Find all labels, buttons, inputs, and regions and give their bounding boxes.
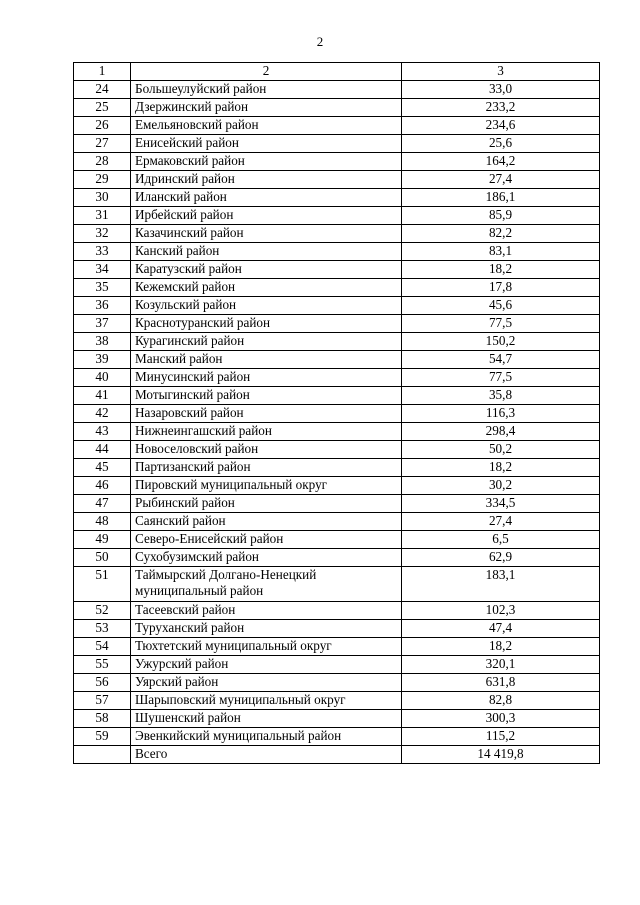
district-name: Курагинский район [131, 333, 402, 351]
row-number: 52 [74, 602, 131, 620]
row-number: 53 [74, 620, 131, 638]
amount-value: 50,2 [402, 441, 600, 459]
amount-value: 62,9 [402, 549, 600, 567]
amount-value: 6,5 [402, 531, 600, 549]
amount-value: 82,8 [402, 692, 600, 710]
amount-value: 30,2 [402, 477, 600, 495]
district-name: Всего [131, 746, 402, 764]
table-row [74, 513, 600, 531]
district-name: Саянский район [131, 513, 402, 531]
table-row [74, 423, 600, 441]
district-name: Рыбинский район [131, 495, 402, 513]
district-name: Эвенкийский муниципальный район [131, 728, 402, 746]
row-number: 32 [74, 225, 131, 243]
data-table [73, 62, 600, 764]
table-row [74, 692, 600, 710]
district-name: Уярский район [131, 674, 402, 692]
amount-value: 183,1 [402, 567, 600, 602]
row-number: 27 [74, 135, 131, 153]
table-row [74, 656, 600, 674]
row-number: 55 [74, 656, 131, 674]
table-row [74, 387, 600, 405]
district-name: Туруханский район [131, 620, 402, 638]
amount-value: 83,1 [402, 243, 600, 261]
table-row [74, 549, 600, 567]
row-number: 44 [74, 441, 131, 459]
table-row [74, 225, 600, 243]
table-row [74, 153, 600, 171]
district-name: Большеулуйский район [131, 81, 402, 99]
amount-value: 18,2 [402, 638, 600, 656]
table-row [74, 531, 600, 549]
table-row [74, 189, 600, 207]
district-name: Шушенский район [131, 710, 402, 728]
district-name: Шарыповский муниципальный округ [131, 692, 402, 710]
amount-value: 77,5 [402, 369, 600, 387]
district-name: Пировский муниципальный округ [131, 477, 402, 495]
table-row [74, 171, 600, 189]
district-name: Тюхтетский муниципальный округ [131, 638, 402, 656]
table-row [74, 477, 600, 495]
district-name: Северо-Енисейский район [131, 531, 402, 549]
table-row [74, 243, 600, 261]
district-name: Таймырский Долгано-Ненецкий муниципальный район [131, 567, 402, 602]
district-name: Канский район [131, 243, 402, 261]
amount-value: 233,2 [402, 99, 600, 117]
amount-value: 102,3 [402, 602, 600, 620]
table-row [74, 297, 600, 315]
table-row [74, 333, 600, 351]
amount-value: 186,1 [402, 189, 600, 207]
district-name: Енисейский район [131, 135, 402, 153]
row-number: 40 [74, 369, 131, 387]
amount-value: 234,6 [402, 117, 600, 135]
district-name: Каратузский район [131, 261, 402, 279]
table-row [74, 405, 600, 423]
district-name: Краснотуранский район [131, 315, 402, 333]
table-row [74, 459, 600, 477]
district-name: Новоселовский район [131, 441, 402, 459]
table-row [74, 315, 600, 333]
amount-value: 320,1 [402, 656, 600, 674]
row-number: 43 [74, 423, 131, 441]
column-header-3: 3 [402, 63, 600, 81]
table-row [74, 135, 600, 153]
amount-value: 85,9 [402, 207, 600, 225]
row-number: 45 [74, 459, 131, 477]
row-number: 35 [74, 279, 131, 297]
table-row [74, 117, 600, 135]
row-number: 34 [74, 261, 131, 279]
page-number: 2 [316, 34, 324, 49]
table-row [74, 81, 600, 99]
row-number: 47 [74, 495, 131, 513]
table-row [74, 674, 600, 692]
district-name: Ужурский район [131, 656, 402, 674]
district-name: Назаровский район [131, 405, 402, 423]
table-row [74, 495, 600, 513]
row-number: 28 [74, 153, 131, 171]
district-name: Иланский район [131, 189, 402, 207]
amount-value: 18,2 [402, 459, 600, 477]
amount-value: 115,2 [402, 728, 600, 746]
amount-value: 298,4 [402, 423, 600, 441]
amount-value: 17,8 [402, 279, 600, 297]
district-name: Минусинский район [131, 369, 402, 387]
table-row [74, 728, 600, 746]
row-number: 57 [74, 692, 131, 710]
table-row [74, 638, 600, 656]
table-row [74, 746, 600, 764]
row-number: 37 [74, 315, 131, 333]
table-row [74, 207, 600, 225]
row-number [74, 746, 131, 764]
row-number: 39 [74, 351, 131, 369]
district-name: Ирбейский район [131, 207, 402, 225]
row-number: 25 [74, 99, 131, 117]
table-row [74, 261, 600, 279]
district-name: Мотыгинский район [131, 387, 402, 405]
district-name: Козульский район [131, 297, 402, 315]
amount-value: 45,6 [402, 297, 600, 315]
row-number: 56 [74, 674, 131, 692]
table-row [74, 351, 600, 369]
row-number: 50 [74, 549, 131, 567]
amount-value: 18,2 [402, 261, 600, 279]
row-number: 24 [74, 81, 131, 99]
district-name: Дзержинский район [131, 99, 402, 117]
table-header-row [74, 63, 600, 81]
row-number: 48 [74, 513, 131, 531]
row-number: 33 [74, 243, 131, 261]
column-header-1: 1 [74, 63, 131, 81]
table-row [74, 602, 600, 620]
district-name: Тасеевский район [131, 602, 402, 620]
amount-value: 54,7 [402, 351, 600, 369]
table-row [74, 441, 600, 459]
table-row [74, 369, 600, 387]
district-name: Казачинский район [131, 225, 402, 243]
row-number: 29 [74, 171, 131, 189]
amount-value: 82,2 [402, 225, 600, 243]
row-number: 31 [74, 207, 131, 225]
row-number: 30 [74, 189, 131, 207]
amount-value: 14 419,8 [402, 746, 600, 764]
district-name: Емельяновский район [131, 117, 402, 135]
amount-value: 33,0 [402, 81, 600, 99]
table-row [74, 99, 600, 117]
amount-value: 150,2 [402, 333, 600, 351]
row-number: 41 [74, 387, 131, 405]
column-header-2: 2 [131, 63, 402, 81]
row-number: 26 [74, 117, 131, 135]
amount-value: 25,6 [402, 135, 600, 153]
row-number: 36 [74, 297, 131, 315]
amount-value: 334,5 [402, 495, 600, 513]
amount-value: 77,5 [402, 315, 600, 333]
district-name: Ермаковский район [131, 153, 402, 171]
district-name: Идринский район [131, 171, 402, 189]
row-number: 58 [74, 710, 131, 728]
district-name: Кежемский район [131, 279, 402, 297]
row-number: 46 [74, 477, 131, 495]
district-name: Манский район [131, 351, 402, 369]
amount-value: 35,8 [402, 387, 600, 405]
table-row [74, 567, 600, 602]
amount-value: 116,3 [402, 405, 600, 423]
row-number: 38 [74, 333, 131, 351]
table-row [74, 279, 600, 297]
row-number: 49 [74, 531, 131, 549]
row-number: 54 [74, 638, 131, 656]
amount-value: 631,8 [402, 674, 600, 692]
amount-value: 27,4 [402, 171, 600, 189]
amount-value: 47,4 [402, 620, 600, 638]
table-row [74, 710, 600, 728]
row-number: 59 [74, 728, 131, 746]
district-name: Сухобузимский район [131, 549, 402, 567]
district-name: Партизанский район [131, 459, 402, 477]
district-name: Нижнеингашский район [131, 423, 402, 441]
amount-value: 27,4 [402, 513, 600, 531]
row-number: 51 [74, 567, 131, 602]
table-row [74, 620, 600, 638]
row-number: 42 [74, 405, 131, 423]
amount-value: 164,2 [402, 153, 600, 171]
amount-value: 300,3 [402, 710, 600, 728]
